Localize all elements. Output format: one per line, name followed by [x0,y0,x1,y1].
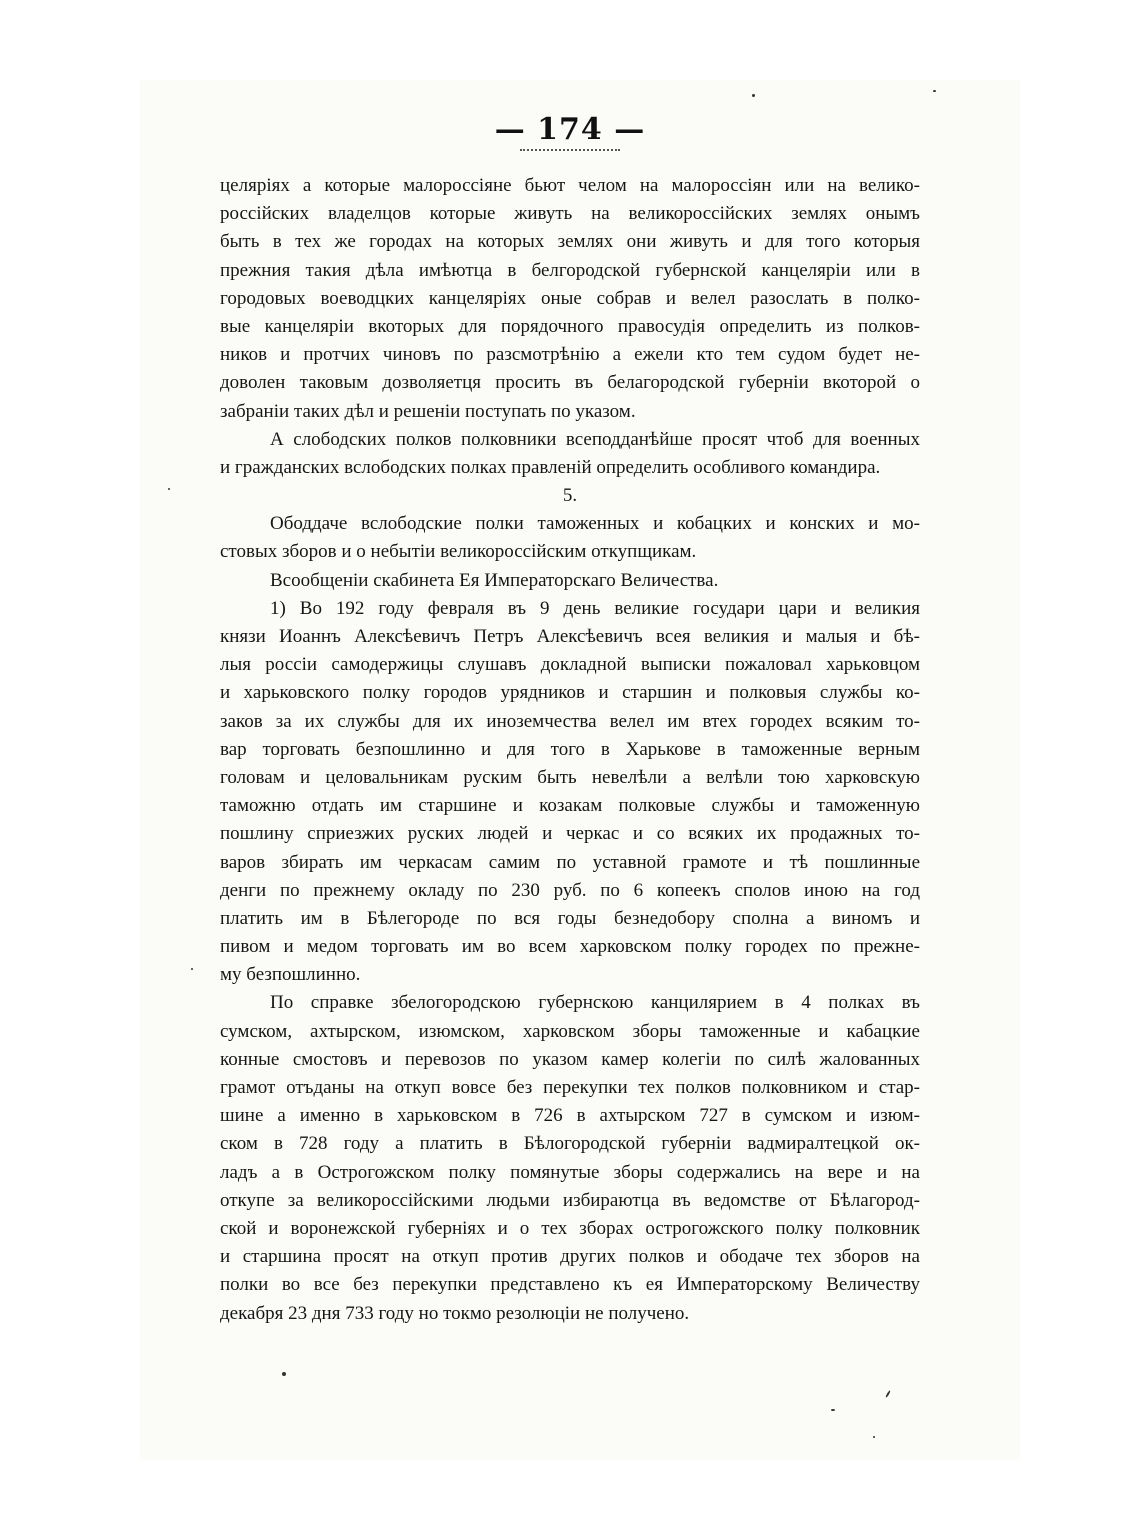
text-line: россійских владелцов которые живуть на великороссійских землях онымъ [220,203,920,225]
speck-2 [933,90,936,92]
text-line: головам и целовальникам руским быть невелѣли а велѣли тою харковскую [220,766,920,788]
document-body [220,172,920,1328]
text-line: и старшина просят на откуп против других полков и ободаче тех зборов на [220,1246,920,1268]
text-line: грамот отъданы на откуп вовсе без перекупки тех полков полковником и стар- [220,1077,920,1098]
text-line: ском в 728 году а платить в Бѣлогородской губерніи вадмиралтецкой ок- [220,1133,920,1155]
text-line: стовых зборов и о небытіи великороссійским откупщикам. [220,541,697,563]
text-line: князи Иоаннъ Алексѣевичъ Петръ Алексѣевичъ всея великия и малыя и бѣ- [220,626,920,647]
text-line: быть в тех же городах на которых землях они живуть и для того которыя [220,231,920,253]
text-line: платить им в Бѣлегороде по вся годы безнедобору сполна а виномъ и [220,907,920,929]
page-number-underline [520,146,620,151]
text-line: Всообщеніи скабинета Ея Императорскаго Величества. [270,569,719,591]
page-number: — 174 — [494,112,646,147]
text-line: забраніи таких дѣл и решеніи поступать по указом. [220,400,636,422]
text-line: и гражданских вслободских полках правленій определить особливого командира. [220,456,881,478]
text-line: ской и воронежской губерніях и о тех зборах острогожского полку полковник [220,1217,920,1239]
text-line: му безпошлинно. [220,964,361,986]
text-line: лыя россіи самодержицы слушавъ докладной выписки пожаловал харьковцом [220,654,920,676]
speck-7 [168,488,170,490]
text-line: откупе за великороссійскими людьми избираютца въ ведомстве от Бѣлагород- [220,1189,920,1211]
speck-8 [191,968,193,970]
text-line: таможню отдать им старшине и козакам полковые службы и таможенную [220,795,920,817]
text-line: вар торговать безпошлинно и для того в Харькове в таможенные верным [220,738,920,760]
speck-5 [831,1409,835,1411]
text-line: 5. [562,485,578,507]
text-line: конные смостовъ и перевозов по указом камер колегіи по силѣ жалованных [220,1048,920,1070]
text-line: сумском, ахтырском, изюмском, харковском зборы таможенные и кабацкие [220,1020,920,1042]
speck-6 [873,1436,875,1438]
text-line: шине а именно в харьковском в 726 в ахтырском 727 в сумском и изюм- [220,1105,920,1127]
text-line: прежния такия дѣла имѣютца в белгородской губернской канцеляріи или в [220,259,920,281]
text-line: 1) Во 192 году февраля въ 9 день великие государи цари и великия [270,597,920,619]
text-line: целяріях а которые малороссіяне бьют челом на малороссіян или на велико- [220,175,920,196]
text-line: Ободдаче вслободские полки таможенных и кобацких и конских и мо- [270,513,920,535]
text-line: пивом и медом торговать им во всем харковском полку городех по прежне- [220,936,920,958]
text-line: варов збирать им черкасам самим по уставной грамоте и тѣ пошлинные [220,851,920,873]
speck-3 [282,1372,286,1376]
text-line: и харьковского полку городов урядников и старшин и полковыя службы ко- [220,682,920,704]
text-line: пошлину сприезжих руских людей и черкас и со всяких их продажных то- [220,823,920,845]
text-line: заков за их службы для их иноземчества велел им втех городех всяким то- [220,710,920,732]
text-line: вые канцеляріи вкоторых для порядочного правосудія определить из полков- [220,315,920,337]
text-line: А слободских полков полковники всеподданѣйше просят чтоб для военных [270,428,920,450]
text-line: денги по прежнему окладу по 230 руб. по 6 копеекъ сполов иною на год [220,879,920,901]
text-line: ладъ а в Острогожском полку помянутые зборы содержались на вере и на [220,1161,920,1183]
speck-1 [752,94,755,97]
text-line: полки во все без перекупки представлено къ ея Императорскому Величеству [220,1274,920,1296]
text-line: доволен таковым дозволяетця просить въ белагородской губерніи вкоторой о [220,372,920,394]
text-line: ников и протчих чиновъ по разсмотрѣнію а ежели кто тем судом будет не- [220,344,920,366]
text-line: городовых воеводцких канцеляріях оные собрав и велел разослать в полко- [220,287,920,309]
text-line: По справке збелогородскою губернскою канцилярием в 4 полках въ [270,992,920,1014]
text-line: декабря 23 дня 733 году но токмо резолюціи не получено. [220,1302,690,1324]
